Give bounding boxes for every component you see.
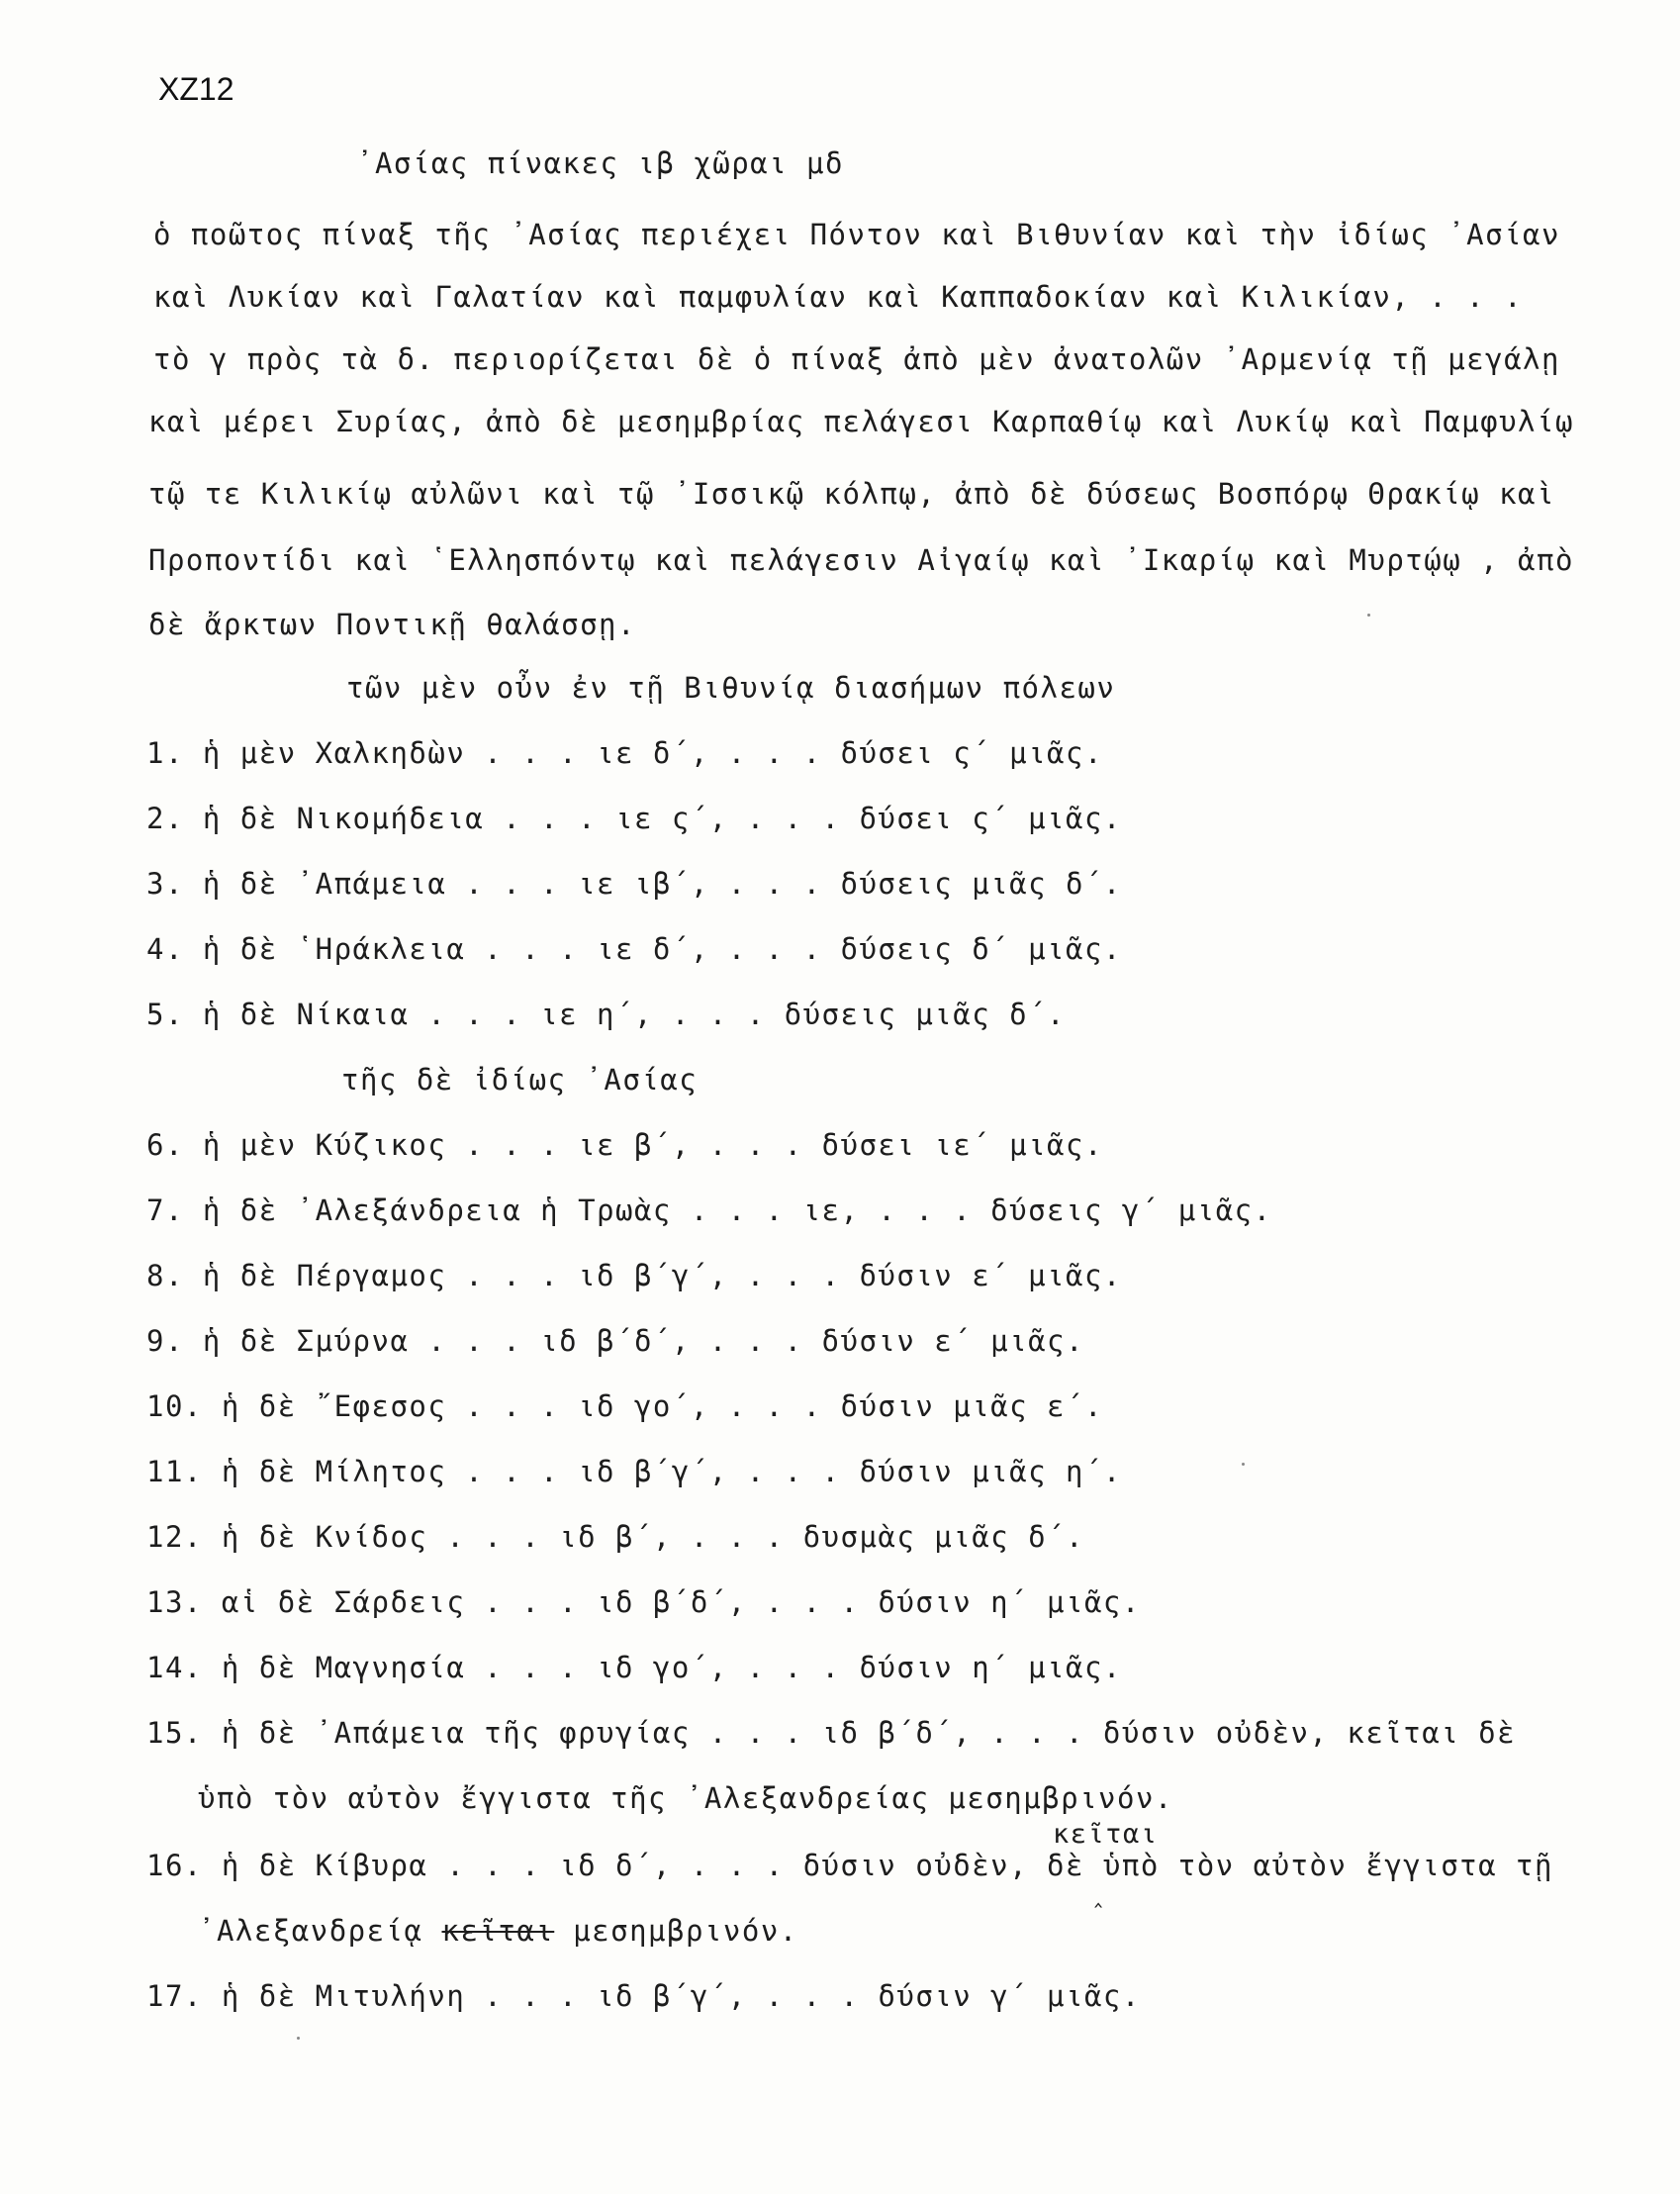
- intro-line: τὸ γ πρὸς τὰ δ. περιορίζεται δὲ ὁ πίναξ ἀπὸ μὲν ἀνατολῶν ᾿Αρμενίᾳ τῇ μεγάλῃ: [153, 342, 1560, 376]
- section-heading-bithynia: τῶν μὲν οὖν ἐν τῇ Βιθυνίᾳ διασήμων πόλεων: [346, 671, 1116, 705]
- city-entry: 7. ἡ δὲ ᾿Αλεξάνδρεια ἡ Τρωὰς . . . ιε, . . . δύσεις γ΄ μιᾶς.: [146, 1193, 1272, 1227]
- city-entry: 15. ἡ δὲ ᾿Απάμεια τῆς φρυγίας . . . ιδ β΄δ΄, . . . δύσιν οὐδὲν, κεῖται δὲ: [146, 1716, 1517, 1750]
- city-entry-continuation: ὑπὸ τὸν αὐτὸν ἔγγιστα τῆς ᾿Αλεξανδρείας μεσημβρινόν.: [198, 1781, 1173, 1815]
- intro-line: Προποντίδι καὶ ῾Ελλησπόντῳ καὶ πελάγεσιν Αἰγαίῳ καὶ ᾿Ικαρίῳ καὶ Μυρτῴῳ , ἀπὸ: [148, 543, 1574, 577]
- intro-line: καὶ μέρει Συρίας, ἀπὸ δὲ μεσημβρίας πελάγεσι Καρπαθίῳ καὶ Λυκίῳ καὶ Παμφυλίῳ: [148, 405, 1574, 438]
- city-entry: 14. ἡ δὲ Μαγνησία . . . ιδ γο΄, . . . δύσιν η΄ μιᾶς.: [146, 1651, 1122, 1684]
- intro-line: καὶ Λυκίαν καὶ Γαλατίαν καὶ παμφυλίαν καὶ Καππαδοκίαν καὶ Κιλικίαν, . . .: [153, 280, 1524, 314]
- city-entry: 13. αἱ δὲ Σάρδεις . . . ιδ β΄δ΄, . . . δύσιν η΄ μιᾶς.: [146, 1585, 1141, 1619]
- paper-speck: [1367, 614, 1370, 617]
- interlinear-insertion: κεῖται: [1053, 1819, 1159, 1850]
- struck-word: κεῖται: [441, 1914, 555, 1948]
- intro-line: ὁ ποῶτος πίναξ τῆς ᾿Ασίας περιέχει Πόντον καὶ Βιθυνίαν καὶ τὴν ἰδίως ᾿Ασίαν: [153, 218, 1560, 251]
- city-entry: 10. ἡ δὲ ῎Εφεσος . . . ιδ γο΄, . . . δύσιν μιᾶς ε΄.: [146, 1389, 1103, 1423]
- city-entry: 2. ἡ δὲ Νικομήδεια . . . ιε ς΄, . . . δύσει ς΄ μιᾶς.: [146, 802, 1122, 835]
- city-entry-continuation: [198, 1914, 798, 1948]
- intro-line: τῷ τε Κιλικίῳ αὐλῶνι καὶ τῷ ᾿Ισσικῷ κόλπῳ, ἀπὸ δὲ δύσεως Βοσπόρῳ Θρακίῳ καὶ: [148, 477, 1555, 511]
- continuation-text: μεσημβρινόν.: [573, 1914, 798, 1948]
- intro-line: δὲ ἄρκτων Ποντικῇ θαλάσσῃ.: [148, 608, 636, 641]
- city-entry: 16. ἡ δὲ Κίβυρα . . . ιδ δ΄, . . . δύσιν οὐδὲν, δὲ ὑπὸ τὸν αὐτὸν ἔγγιστα τῇ: [146, 1849, 1553, 1882]
- paper-speck: [1242, 1463, 1245, 1466]
- city-entry: 5. ἡ δὲ Νίκαια . . . ιε η΄, . . . δύσεις μιᾶς δ΄.: [146, 998, 1067, 1031]
- paper-speck: [297, 2037, 300, 2040]
- continuation-text: ᾿Αλεξανδρείᾳ: [198, 1914, 423, 1948]
- page-heading: ᾿Ασίας πίνακες ιβ χῶραι μδ: [356, 146, 844, 180]
- insertion-caret-icon: ‸: [1094, 1880, 1103, 1908]
- city-entry: 9. ἡ δὲ Σμύρνα . . . ιδ β΄δ΄, . . . δύσιν ε΄ μιᾶς.: [146, 1324, 1084, 1358]
- city-entry: 17. ἡ δὲ Μιτυλήνη . . . ιδ β΄γ΄, . . . δύσιν γ΄ μιᾶς.: [146, 1979, 1141, 2013]
- city-entry: 4. ἡ δὲ ῾Ηράκλεια . . . ιε δ΄, . . . δύσεις δ΄ μιᾶς.: [146, 932, 1122, 966]
- city-entry: 12. ἡ δὲ Κνίδος . . . ιδ β΄, . . . δυσμὰς μιᾶς δ΄.: [146, 1520, 1084, 1554]
- section-heading-asia: τῆς δὲ ἰδίως ᾿Ασίας: [341, 1063, 699, 1097]
- document-id: XZ12: [158, 71, 234, 107]
- city-entry: 6. ἡ μὲν Κύζικος . . . ιε β΄, . . . δύσει ιε΄ μιᾶς.: [146, 1128, 1103, 1162]
- city-entry: 8. ἡ δὲ Πέργαμος . . . ιδ β΄γ΄, . . . δύσιν ε΄ μιᾶς.: [146, 1259, 1122, 1292]
- city-entry: 11. ἡ δὲ Μίλητος . . . ιδ β΄γ΄, . . . δύσιν μιᾶς η΄.: [146, 1455, 1122, 1488]
- city-entry: 3. ἡ δὲ ᾿Απάμεια . . . ιε ιβ΄, . . . δύσεις μιᾶς δ΄.: [146, 867, 1122, 901]
- city-entry: 1. ἡ μὲν Χαλκηδὼν . . . ιε δ΄, . . . δύσει ς΄ μιᾶς.: [146, 736, 1103, 770]
